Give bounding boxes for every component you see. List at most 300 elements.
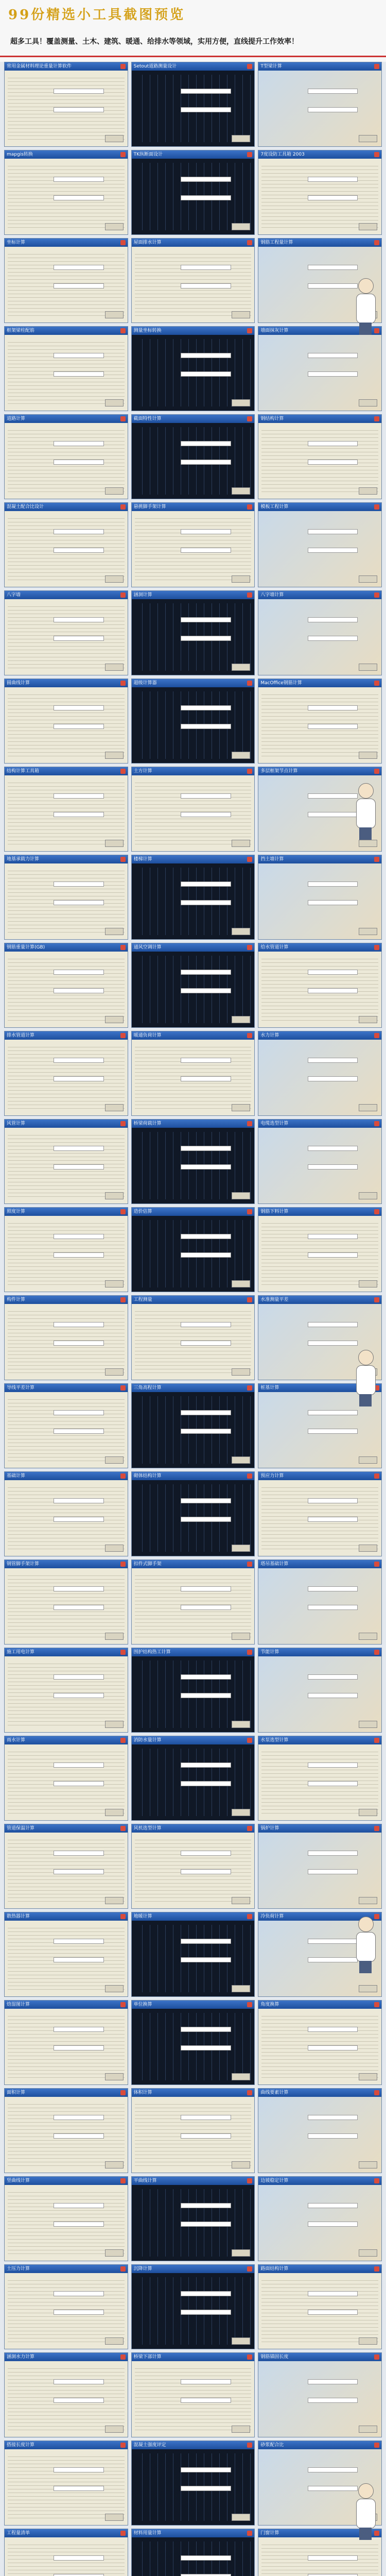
close-icon — [247, 2090, 252, 2095]
window-title: 八字墙计算 — [260, 592, 284, 598]
tool-screenshot — [258, 590, 382, 675]
window-title: 排水管道计算 — [7, 1033, 35, 1038]
window-body — [132, 599, 255, 675]
close-icon — [247, 1473, 252, 1479]
tool-screenshot — [258, 943, 382, 1028]
window-titlebar — [5, 1208, 128, 1216]
window-title: 桥梁下部计算 — [133, 2354, 162, 2360]
window-title: 导线平差计算 — [7, 1385, 35, 1391]
close-icon — [374, 2002, 379, 2007]
calculate-button — [105, 2337, 124, 2345]
close-icon — [374, 2266, 379, 2272]
window-body — [132, 863, 255, 939]
window-body — [258, 2185, 381, 2261]
close-icon — [247, 1209, 252, 1214]
input-field — [308, 1322, 358, 1327]
calculate-button — [232, 752, 250, 759]
window-body — [258, 687, 381, 763]
window-title: 照度计算 — [7, 1209, 26, 1214]
tool-screenshot — [4, 326, 128, 411]
input-field — [54, 89, 103, 94]
window-titlebar — [258, 2177, 381, 2185]
window-body — [132, 952, 255, 1027]
window-titlebar — [258, 591, 381, 599]
window-title: 钢管脚手架计算 — [7, 1562, 40, 1567]
window-title: 锅炉计算 — [260, 1826, 279, 1831]
window-titlebar — [132, 1384, 255, 1392]
close-icon — [247, 769, 252, 774]
input-field — [181, 265, 231, 270]
close-icon — [120, 1914, 126, 1919]
window-title: 扣件式脚手架 — [133, 1562, 162, 1567]
close-icon — [247, 1033, 252, 1038]
close-icon — [247, 1738, 252, 1743]
header — [0, 0, 386, 62]
calculate-button — [232, 1192, 250, 1199]
input-field — [181, 177, 231, 182]
window-body — [132, 511, 255, 587]
window-titlebar — [258, 1031, 381, 1040]
window-title: Setout道路测量设计 — [133, 64, 177, 69]
input-field — [54, 1164, 103, 1170]
calculate-button — [105, 752, 124, 759]
tool-screenshot — [131, 679, 255, 764]
calculate-button — [232, 1633, 250, 1640]
calculate-button — [359, 1456, 377, 1464]
tool-screenshot — [131, 1471, 255, 1556]
window-title: 混凝土强度评定 — [133, 2443, 166, 2448]
window-titlebar — [132, 855, 255, 863]
window-title: 散热器计算 — [7, 1914, 30, 1919]
tool-screenshot — [4, 1031, 128, 1116]
input-field — [308, 1410, 358, 1415]
mascot-legs — [359, 323, 372, 335]
tool-screenshot — [131, 62, 255, 147]
window-body — [132, 2361, 255, 2437]
close-icon — [120, 1650, 126, 1655]
window-title: 冷负荷计算 — [260, 1914, 284, 1919]
calculate-button — [359, 752, 377, 759]
tool-screenshot — [258, 1736, 382, 1821]
calculate-button — [105, 575, 124, 583]
window-body — [132, 2449, 255, 2525]
mascot-head — [358, 2483, 374, 2499]
window-title: 土方计算 — [133, 769, 152, 774]
input-field — [54, 2133, 103, 2139]
close-icon — [120, 1826, 126, 1831]
window-body — [258, 71, 381, 146]
close-icon — [374, 64, 379, 69]
tool-screenshot — [4, 1383, 128, 1468]
tool-screenshot — [258, 855, 382, 940]
window-body — [5, 1921, 128, 1996]
calculate-button — [232, 135, 250, 142]
window-title: 角度换算 — [260, 2002, 279, 2007]
input-field — [181, 1076, 231, 1081]
input-field — [54, 548, 103, 553]
tool-screenshot — [258, 414, 382, 499]
window-body — [258, 1568, 381, 1644]
window-titlebar — [132, 591, 255, 599]
window-title: 结构计算工具箱 — [7, 769, 40, 774]
window-titlebar — [258, 415, 381, 423]
input-field — [181, 441, 231, 446]
input-field — [181, 1517, 231, 1522]
calculate-button — [105, 1456, 124, 1464]
window-titlebar — [5, 2001, 128, 2009]
input-field — [181, 283, 231, 289]
input-field — [181, 2486, 231, 2491]
input-field — [181, 705, 231, 710]
tool-screenshot — [258, 502, 382, 587]
close-icon — [374, 2354, 379, 2360]
window-body — [132, 159, 255, 234]
tool-screenshot — [4, 590, 128, 675]
window-title: 造价估算 — [133, 1209, 152, 1214]
close-icon — [247, 240, 252, 245]
close-icon — [374, 240, 379, 245]
window-titlebar — [132, 503, 255, 511]
calculate-button — [105, 1104, 124, 1111]
input-field — [181, 1410, 231, 1415]
close-icon — [374, 1209, 379, 1214]
input-field — [181, 970, 231, 975]
input-field — [181, 2310, 231, 2315]
tool-screenshot — [4, 1736, 128, 1821]
tool-screenshot — [131, 855, 255, 940]
calculate-button — [359, 2073, 377, 2080]
close-icon — [374, 2443, 379, 2448]
input-field — [54, 882, 103, 887]
input-field — [54, 195, 103, 200]
window-title: 地基承载力计算 — [7, 857, 40, 862]
input-field — [308, 1076, 358, 1081]
window-body — [5, 71, 128, 146]
calculate-button — [359, 487, 377, 495]
window-body — [258, 2097, 381, 2173]
window-title: 砂浆配合比 — [260, 2443, 284, 2448]
input-field — [181, 900, 231, 905]
window-titlebar — [258, 2001, 381, 2009]
mascot-figure — [349, 1917, 382, 1973]
tool-screenshot — [131, 414, 255, 499]
close-icon — [374, 945, 379, 950]
close-icon — [374, 1738, 379, 1743]
window-titlebar — [258, 1296, 381, 1304]
tool-screenshot — [131, 1383, 255, 1468]
input-field — [181, 636, 231, 641]
window-body — [132, 2185, 255, 2261]
calculate-button — [359, 1633, 377, 1640]
tool-screenshot — [4, 150, 128, 235]
window-titlebar — [5, 2177, 128, 2185]
input-field — [54, 1058, 103, 1063]
input-field — [308, 371, 358, 377]
window-title: 框架梁柱配筋 — [7, 328, 35, 333]
calculate-button — [359, 1985, 377, 1992]
close-icon — [247, 152, 252, 157]
window-body — [132, 1833, 255, 1908]
window-titlebar — [5, 1384, 128, 1392]
window-title: 测量坐标转换 — [133, 328, 162, 333]
window-titlebar — [258, 1824, 381, 1833]
window-title: 涵洞水力计算 — [7, 2354, 35, 2360]
tool-screenshot — [4, 238, 128, 323]
tool-screenshot — [131, 326, 255, 411]
calculate-button — [232, 2426, 250, 2433]
window-title: 桥梁荷载计算 — [133, 1121, 162, 1126]
input-field — [54, 353, 103, 358]
mascot-figure — [349, 1350, 382, 1406]
mascot-legs — [359, 1394, 372, 1406]
input-field — [54, 2115, 103, 2120]
input-field — [181, 371, 231, 377]
window-titlebar — [5, 1912, 128, 1921]
input-field — [181, 1234, 231, 1239]
window-title: 土压力计算 — [7, 2266, 30, 2272]
input-field — [54, 2203, 103, 2208]
window-body — [258, 1040, 381, 1115]
window-titlebar — [258, 2089, 381, 2097]
calculate-button — [232, 2073, 250, 2080]
window-title: 地暖计算 — [133, 1914, 152, 1919]
window-titlebar — [132, 2441, 255, 2449]
input-field — [308, 460, 358, 465]
tool-screenshot — [131, 502, 255, 587]
input-field — [181, 195, 231, 200]
window-titlebar — [132, 1736, 255, 1744]
input-field — [308, 988, 358, 993]
window-title: 体积计算 — [133, 2090, 152, 2095]
window-body — [5, 511, 128, 587]
calculate-button — [105, 2161, 124, 2168]
calculate-button — [232, 1809, 250, 1816]
input-field — [181, 2203, 231, 2208]
window-title: 焓湿图计算 — [7, 2002, 30, 2007]
input-field — [308, 2222, 358, 2227]
input-field — [54, 1781, 103, 1786]
calculate-button — [105, 1368, 124, 1376]
window-title: 水泵选型计算 — [260, 1738, 289, 1743]
calculate-button — [105, 487, 124, 495]
input-field — [54, 1851, 103, 1856]
input-field — [181, 617, 231, 622]
calculate-button — [359, 2161, 377, 2168]
input-field — [54, 705, 103, 710]
window-title: 工程量清单 — [7, 2531, 30, 2536]
window-title: 基础计算 — [7, 1473, 26, 1479]
tool-screenshot — [258, 679, 382, 764]
window-body — [132, 71, 255, 146]
close-icon — [247, 1562, 252, 1567]
close-icon — [374, 1650, 379, 1655]
input-field — [181, 1605, 231, 1610]
input-field — [181, 724, 231, 729]
input-field — [308, 2379, 358, 2384]
close-icon — [120, 2090, 126, 2095]
tool-screenshot — [4, 2441, 128, 2526]
calculate-button — [359, 135, 377, 142]
input-field — [308, 265, 358, 270]
close-icon — [374, 1826, 379, 1831]
window-body — [5, 1480, 128, 1556]
window-titlebar — [258, 2353, 381, 2361]
close-icon — [120, 1209, 126, 1214]
close-icon — [247, 64, 252, 69]
window-titlebar — [258, 767, 381, 775]
input-field — [181, 529, 231, 534]
input-field — [308, 1517, 358, 1522]
tool-screenshot — [4, 1560, 128, 1645]
input-field — [54, 2486, 103, 2491]
window-body — [5, 687, 128, 763]
calculate-button — [105, 2073, 124, 2080]
calculate-button — [105, 840, 124, 847]
input-field — [181, 1674, 231, 1680]
window-body — [5, 1304, 128, 1380]
window-title: mapgis转换 — [7, 152, 33, 157]
close-icon — [374, 152, 379, 157]
window-body — [5, 2009, 128, 2084]
window-body — [258, 952, 381, 1027]
calculate-button — [359, 2426, 377, 2433]
close-icon — [247, 1121, 252, 1126]
window-title: 三角高程计算 — [133, 1385, 162, 1391]
close-icon — [120, 1562, 126, 1567]
input-field — [181, 1322, 231, 1327]
input-field — [308, 2467, 358, 2472]
window-titlebar — [258, 1472, 381, 1480]
window-title: 面积计算 — [7, 2090, 26, 2095]
window-titlebar — [132, 1472, 255, 1480]
close-icon — [120, 2354, 126, 2360]
window-title: 管道保温计算 — [7, 1826, 35, 1831]
window-body — [132, 1656, 255, 1732]
calculate-button — [232, 1016, 250, 1023]
window-titlebar — [132, 2353, 255, 2361]
close-icon — [120, 2266, 126, 2272]
window-title: 钢结构计算 — [260, 416, 284, 421]
calculate-button — [359, 928, 377, 935]
window-title: 雨水计算 — [7, 1738, 26, 1743]
input-field — [181, 1341, 231, 1346]
window-titlebar — [132, 1031, 255, 1040]
calculate-button — [105, 223, 124, 230]
input-field — [54, 1322, 103, 1327]
input-field — [181, 2115, 231, 2120]
window-title: 风管计算 — [7, 1121, 26, 1126]
tool-screenshot — [258, 2176, 382, 2261]
close-icon — [247, 1650, 252, 1655]
window-titlebar — [132, 943, 255, 952]
tool-screenshot — [4, 2000, 128, 2085]
input-field — [54, 1498, 103, 1503]
window-titlebar — [132, 2001, 255, 2009]
calculate-button — [105, 1016, 124, 1023]
calculate-button — [359, 1721, 377, 1728]
input-field — [308, 1781, 358, 1786]
tool-screenshot — [131, 1736, 255, 1821]
window-body — [258, 1216, 381, 1292]
window-body — [258, 863, 381, 939]
window-title: 节能计算 — [260, 1650, 279, 1655]
window-body — [132, 1128, 255, 1204]
close-icon — [247, 416, 252, 421]
input-field — [308, 107, 358, 112]
window-body — [258, 335, 381, 411]
close-icon — [374, 769, 379, 774]
input-field — [181, 1429, 231, 1434]
window-titlebar — [258, 503, 381, 511]
window-titlebar — [132, 679, 255, 687]
window-titlebar — [258, 150, 381, 159]
calculate-button — [232, 1456, 250, 1464]
window-titlebar — [132, 2529, 255, 2537]
tool-screenshot — [258, 62, 382, 147]
input-field — [181, 1252, 231, 1258]
window-body — [258, 1480, 381, 1556]
window-body — [258, 511, 381, 587]
input-field — [54, 1586, 103, 1591]
window-title: 工程测量 — [133, 1297, 152, 1302]
input-field — [308, 1869, 358, 1874]
calculate-button — [105, 1280, 124, 1287]
input-field — [181, 2379, 231, 2384]
close-icon — [120, 1473, 126, 1479]
window-titlebar — [5, 239, 128, 247]
input-field — [181, 2555, 231, 2561]
window-body — [5, 1833, 128, 1908]
header-divider — [0, 56, 386, 57]
window-body — [5, 1656, 128, 1732]
input-field — [308, 2203, 358, 2208]
window-title: 材料用量计算 — [133, 2531, 162, 2536]
input-field — [181, 1058, 231, 1063]
window-title: 常用金属材料理论重量计算软件 — [7, 64, 72, 69]
calculate-button — [232, 664, 250, 671]
window-titlebar — [5, 855, 128, 863]
window-titlebar — [5, 150, 128, 159]
window-title: 风机选型计算 — [133, 1826, 162, 1831]
input-field — [308, 89, 358, 94]
window-title: 墙面抹灰计算 — [260, 328, 289, 333]
tool-screenshot — [4, 2088, 128, 2173]
window-title: 挡土墙计算 — [260, 857, 284, 862]
window-title: 围护结构热工计算 — [133, 1650, 171, 1655]
calculate-button — [105, 1721, 124, 1728]
window-titlebar — [258, 1208, 381, 1216]
window-title: 施工用电计算 — [7, 1650, 35, 1655]
calculate-button — [359, 223, 377, 230]
input-field — [54, 1957, 103, 1962]
window-title: 圆曲线计算 — [7, 681, 30, 686]
window-titlebar — [132, 1120, 255, 1128]
window-titlebar — [258, 679, 381, 687]
window-body — [132, 1744, 255, 1820]
mascot-body — [356, 294, 376, 324]
window-titlebar — [132, 1824, 255, 1833]
input-field — [308, 2555, 358, 2561]
close-icon — [374, 1121, 379, 1126]
window-titlebar — [258, 943, 381, 952]
window-titlebar — [132, 767, 255, 775]
window-title: 混凝土配合比设计 — [7, 504, 44, 510]
calculate-button — [359, 1192, 377, 1199]
window-body — [5, 247, 128, 323]
tool-screenshot — [258, 1207, 382, 1292]
input-field — [181, 793, 231, 799]
input-field — [54, 283, 103, 289]
